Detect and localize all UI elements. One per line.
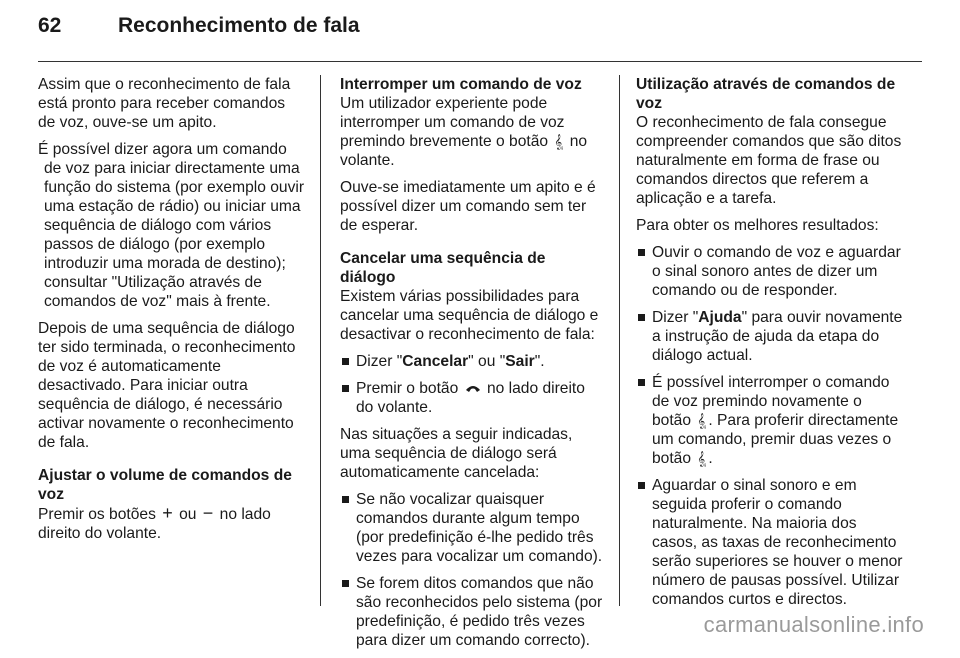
paragraph: O reconhecimento de fala consegue compreender comandos que são ditos naturalmente em forma de frase ou comandos directos que referem a aplicação e a tarefa. (636, 114, 902, 207)
paragraph: Ouve-se imediatamente um apito e é possível dizer um comando sem ter de esperar. (340, 179, 596, 234)
paragraph: Um utilizador experiente pode interromper um comando de voz premindo brevemente o botão 𝄠 no volante. (340, 95, 588, 169)
list-item: Se forem ditos comandos que não são reconhecidos pelo sistema (por predefinição, é pedido três vezes para dizer um comando correcto). (340, 574, 604, 650)
column-2 (340, 75, 604, 658)
header-rule (38, 61, 922, 62)
section-heading-cancel: Cancelar uma sequência de diálogo (340, 250, 546, 286)
paragraph: Depois de uma sequência de diálogo ter sido terminada, o reconhecimento de voz é automaticamente desactivado. Para iniciar outra sequência de diálogo, é necessário activar novamente o reconhecimento de fala. (38, 320, 296, 451)
voice-icon: 𝄠 (697, 413, 707, 428)
column-divider (619, 75, 620, 606)
section-heading-usage: Utilização através de comandos de voz (636, 76, 896, 112)
paragraph: Existem várias possibilidades para cancelar uma sequência de diálogo e desactivar o reconhecimento de fala: (340, 288, 599, 343)
paragraph: Premir os botões + ou − no lado direito do volante. (38, 503, 271, 542)
voice-icon: 𝄠 (697, 451, 707, 466)
bullet-list (340, 490, 604, 650)
hangup-icon (463, 379, 483, 398)
paragraph: Nas situações a seguir indicadas, uma sequência de diálogo será automaticamente cancelada: (340, 426, 573, 481)
list-item: Dizer "Cancelar" ou "Sair". (340, 352, 604, 371)
voice-icon: 𝄠 (554, 134, 564, 149)
page-title: Reconhecimento de fala (118, 14, 360, 37)
list-item: Dizer "Ajuda" para ouvir novamente a instrução de ajuda da etapa do diálogo actual. (636, 308, 904, 365)
paragraph: Para obter os melhores resultados: (636, 217, 879, 234)
column-1 (38, 75, 306, 551)
minus-icon: − (202, 503, 214, 523)
paragraph: Assim que o reconhecimento de fala está pronto para receber comandos de voz, ouve-se um apito. (38, 76, 291, 131)
list-item: Se não vocalizar quaisquer comandos durante algum tempo (por predefinição é-lhe pedido três vezes para vocalizar um comando). (340, 490, 604, 566)
page-number: 62 (38, 14, 62, 37)
bullet-list (340, 352, 604, 417)
bullet-list (636, 243, 904, 609)
paragraph: É possível dizer agora um comando de voz para iniciar directamente uma função do sistema (por exemplo ouvir uma estação de rádio) ou iniciar uma sequência de diálogo com vários passos de diálogo (por exemplo introduzir uma morada de destino); consultar "Utilização através de comandos de voz" mais à frente. (38, 141, 305, 310)
page-header (38, 14, 360, 54)
section-heading-interrupt: Interromper um comando de voz (340, 76, 582, 93)
section-heading-volume: Ajustar o volume de comandos de voz (38, 467, 292, 503)
plus-icon: + (162, 503, 173, 523)
watermark: carmanualsonline.info (703, 612, 924, 637)
column-3 (636, 75, 904, 617)
list-item: Ouvir o comando de voz e aguardar o sinal sonoro antes de dizer um comando ou de responder. (636, 243, 904, 300)
list-item: Premir o botão no lado direito do volante. (340, 379, 604, 417)
list-item: Aguardar o sinal sonoro e em seguida proferir o comando naturalmente. Na maioria dos casos, as taxas de reconhecimento serão superiores se houver o menor número de pausas possível. Utilizar comandos curtos e directos. (636, 476, 904, 609)
list-item: É possível interromper o comando de voz premindo novamente o botão 𝄠 . Para proferir directamente um comando, premir duas vezes o botão 𝄠 . (636, 373, 904, 468)
column-divider (320, 75, 321, 606)
